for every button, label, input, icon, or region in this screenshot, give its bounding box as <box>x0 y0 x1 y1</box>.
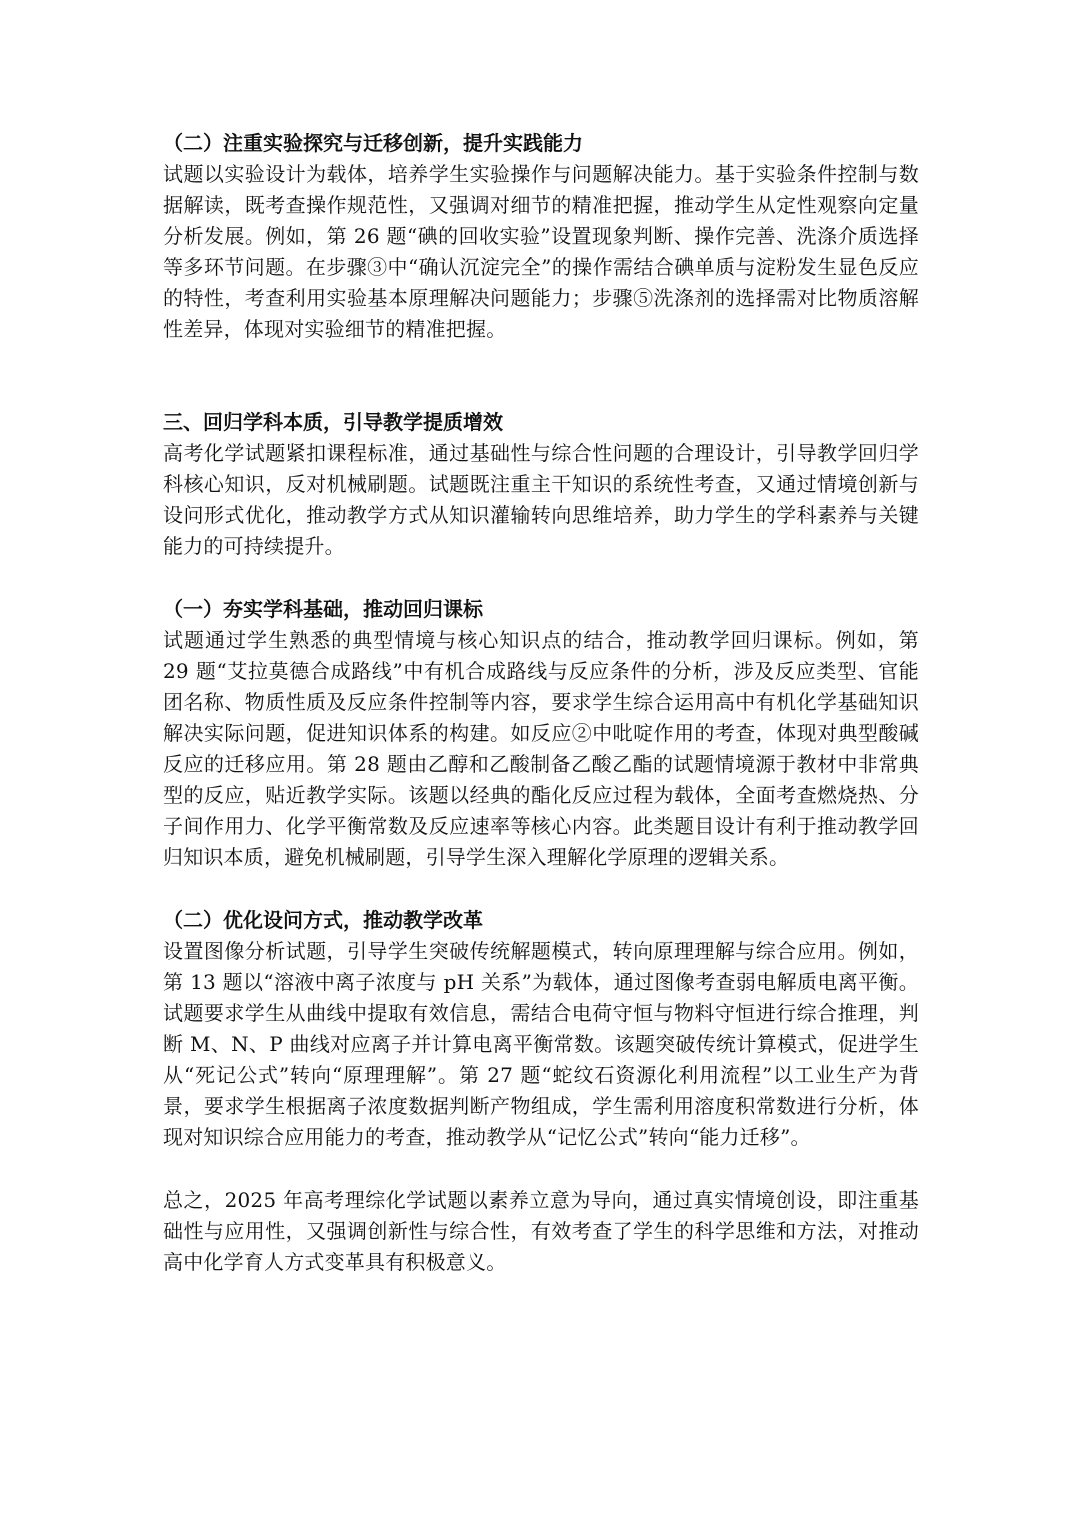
section-return-to-essence <box>163 407 919 562</box>
section-paragraph: 高考化学试题紧扣课程标准，通过基础性与综合性问题的合理设计，引导教学回归学科核心知识，反对机械刷题。试题既注重主干知识的系统性考查，又通过情境创新与设问形式优化，推动教学方式从知识灌输转向思维培养，助力学生的学科素养与关键能力的可持续提升。 <box>163 441 919 558</box>
section-heading: （二）注重实验探究与迁移创新，提升实践能力 <box>163 131 583 155</box>
document-page <box>163 128 919 1278</box>
section-paragraph: 设置图像分析试题，引导学生突破传统解题模式，转向原理理解与综合应用。例如，第 13 题以“溶液中离子浓度与 pH 关系”为载体，通过图像考查弱电解质电离平衡。试题要求学生从曲线中提取有效信息，需结合电荷守恒与物料守恒进行综合推理，判断 M、N、P 曲线对应离子并计算电离平衡常数。该题突破传统计算模式，促进学生从“死记公式”转向“原理理解”。第 27 题“蛇纹石资源化利用流程”以工业生产为背景，要求学生根据离子浓度数据判断产物组成，学生需利用溶度积常数进行分析，体现对知识综合应用能力的考查，推动教学从“记忆公式”转向“能力迁移”。 <box>163 939 919 1149</box>
section-heading: 三、回归学科本质，引导教学提质增效 <box>163 410 503 434</box>
conclusion-paragraph: 总之，2025 年高考理综化学试题以素养立意为导向，通过真实情境创设，即注重基础性与应用性，又强调创新性与综合性，有效考查了学生的科学思维和方法，对推动高中化学育人方式变革具有积极意义。 <box>163 1188 919 1274</box>
spacer <box>163 345 919 407</box>
spacer <box>163 1153 919 1185</box>
section-conclusion <box>163 1185 919 1278</box>
section-experiment-innovation <box>163 128 919 345</box>
section-paragraph: 试题以实验设计为载体，培养学生实验操作与问题解决能力。基于实验条件控制与数据解读，既考查操作规范性，又强调对细节的精准把握，推动学生从定性观察向定量分析发展。例如，第 26 题“碘的回收实验”设置现象判断、操作完善、洗涤介质选择等多环节问题。在步骤③中“确认沉淀完全”的操作需结合碘单质与淀粉发生显色反应的特性，考查利用实验基本原理解决问题能力；步骤⑤洗涤剂的选择需对比物质溶解性差异，体现对实验细节的精准把握。 <box>163 162 919 341</box>
section-heading: （一）夯实学科基础，推动回归课标 <box>163 597 483 621</box>
section-solid-foundation <box>163 594 919 873</box>
spacer <box>163 562 919 594</box>
section-question-design-reform <box>163 905 919 1153</box>
section-paragraph: 试题通过学生熟悉的典型情境与核心知识点的结合，推动教学回归课标。例如，第 29 题“艾拉莫德合成路线”中有机合成路线与反应条件的分析，涉及反应类型、官能团名称、物质性质及反应条件控制等内容，要求学生综合运用高中有机化学基础知识解决实际问题，促进知识体系的构建。如反应②中吡啶作用的考查，体现对典型酸碱反应的迁移应用。第 28 题由乙醇和乙酸制备乙酸乙酯的试题情境源于教材中非常典型的反应，贴近教学实际。该题以经典的酯化反应过程为载体，全面考查燃烧热、分子间作用力、化学平衡常数及反应速率等核心内容。此类题目设计有利于推动教学回归知识本质，避免机械刷题，引导学生深入理解化学原理的逻辑关系。 <box>163 628 919 869</box>
spacer <box>163 873 919 905</box>
section-heading: （二）优化设问方式，推动教学改革 <box>163 908 483 932</box>
